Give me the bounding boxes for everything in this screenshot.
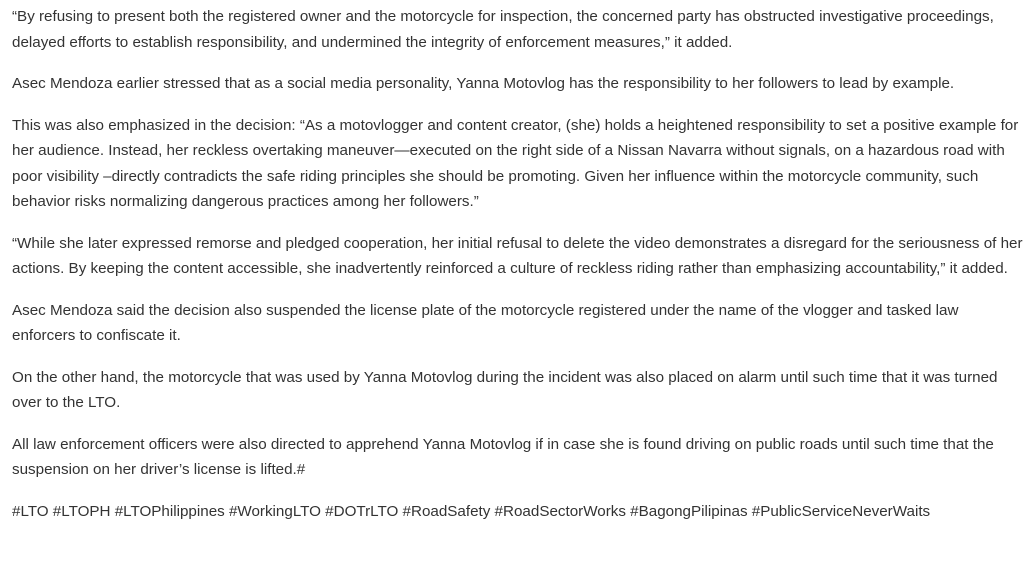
hashtags-line: #LTO #LTOPH #LTOPhilippines #WorkingLTO #DOTrLTO #RoadSafety #RoadSectorWorks #BagongPilipinas #PublicServiceNeverWaits xyxy=(12,502,931,520)
paragraph-obstruction-quote: “By refusing to present both the registered owner and the motorcycle for inspection, the concerned party has obstructed investigative proceedings, delayed efforts to establish responsibility, and undermined the integrity of enforcement measures,” it added. xyxy=(12,8,994,51)
paragraph-mendoza-responsibility: Asec Mendoza earlier stressed that as a social media personality, Yanna Motovlog has the responsibility to her followers to lead by example. xyxy=(12,75,955,92)
paragraph-remorse-quote: “While she later expressed remorse and pledged cooperation, her initial refusal to delete the video demonstrates a disregard for the seriousness of her actions. By keeping the content accessible, she inadvertently reinforced a culture of reckless riding rather than emphasizing accountability,” it added. xyxy=(12,234,1023,277)
paragraph-apprehension-order: All law enforcement officers were also directed to apprehend Yanna Motovlog if in case she is found driving on public roads until such time that the suspension on her driver’s license is lifted.# xyxy=(12,435,994,478)
paragraph-license-plate-suspension: Asec Mendoza said the decision also suspended the license plate of the motorcycle registered under the name of the vlogger and tasked law enforcers to confiscate it. xyxy=(12,301,959,344)
paragraph-decision-quote: This was also emphasized in the decision: “As a motovlogger and content creator, (she) holds a heightened responsibility to set a positive example for her audience. Instead, her reckless overtaking maneuver—executed on the right side of a Nissan Navarra without signals, on a hazardous road with poor visibility –directly contradicts the safe riding principles she should be promoting. Given her influence within the motorcycle community, such behavior risks normalizing dangerous practices among her followers.” xyxy=(12,116,1019,210)
paragraph-motorcycle-alarm: On the other hand, the motorcycle that was used by Yanna Motovlog during the incident was also placed on alarm until such time that it was turned over to the LTO. xyxy=(12,368,998,411)
